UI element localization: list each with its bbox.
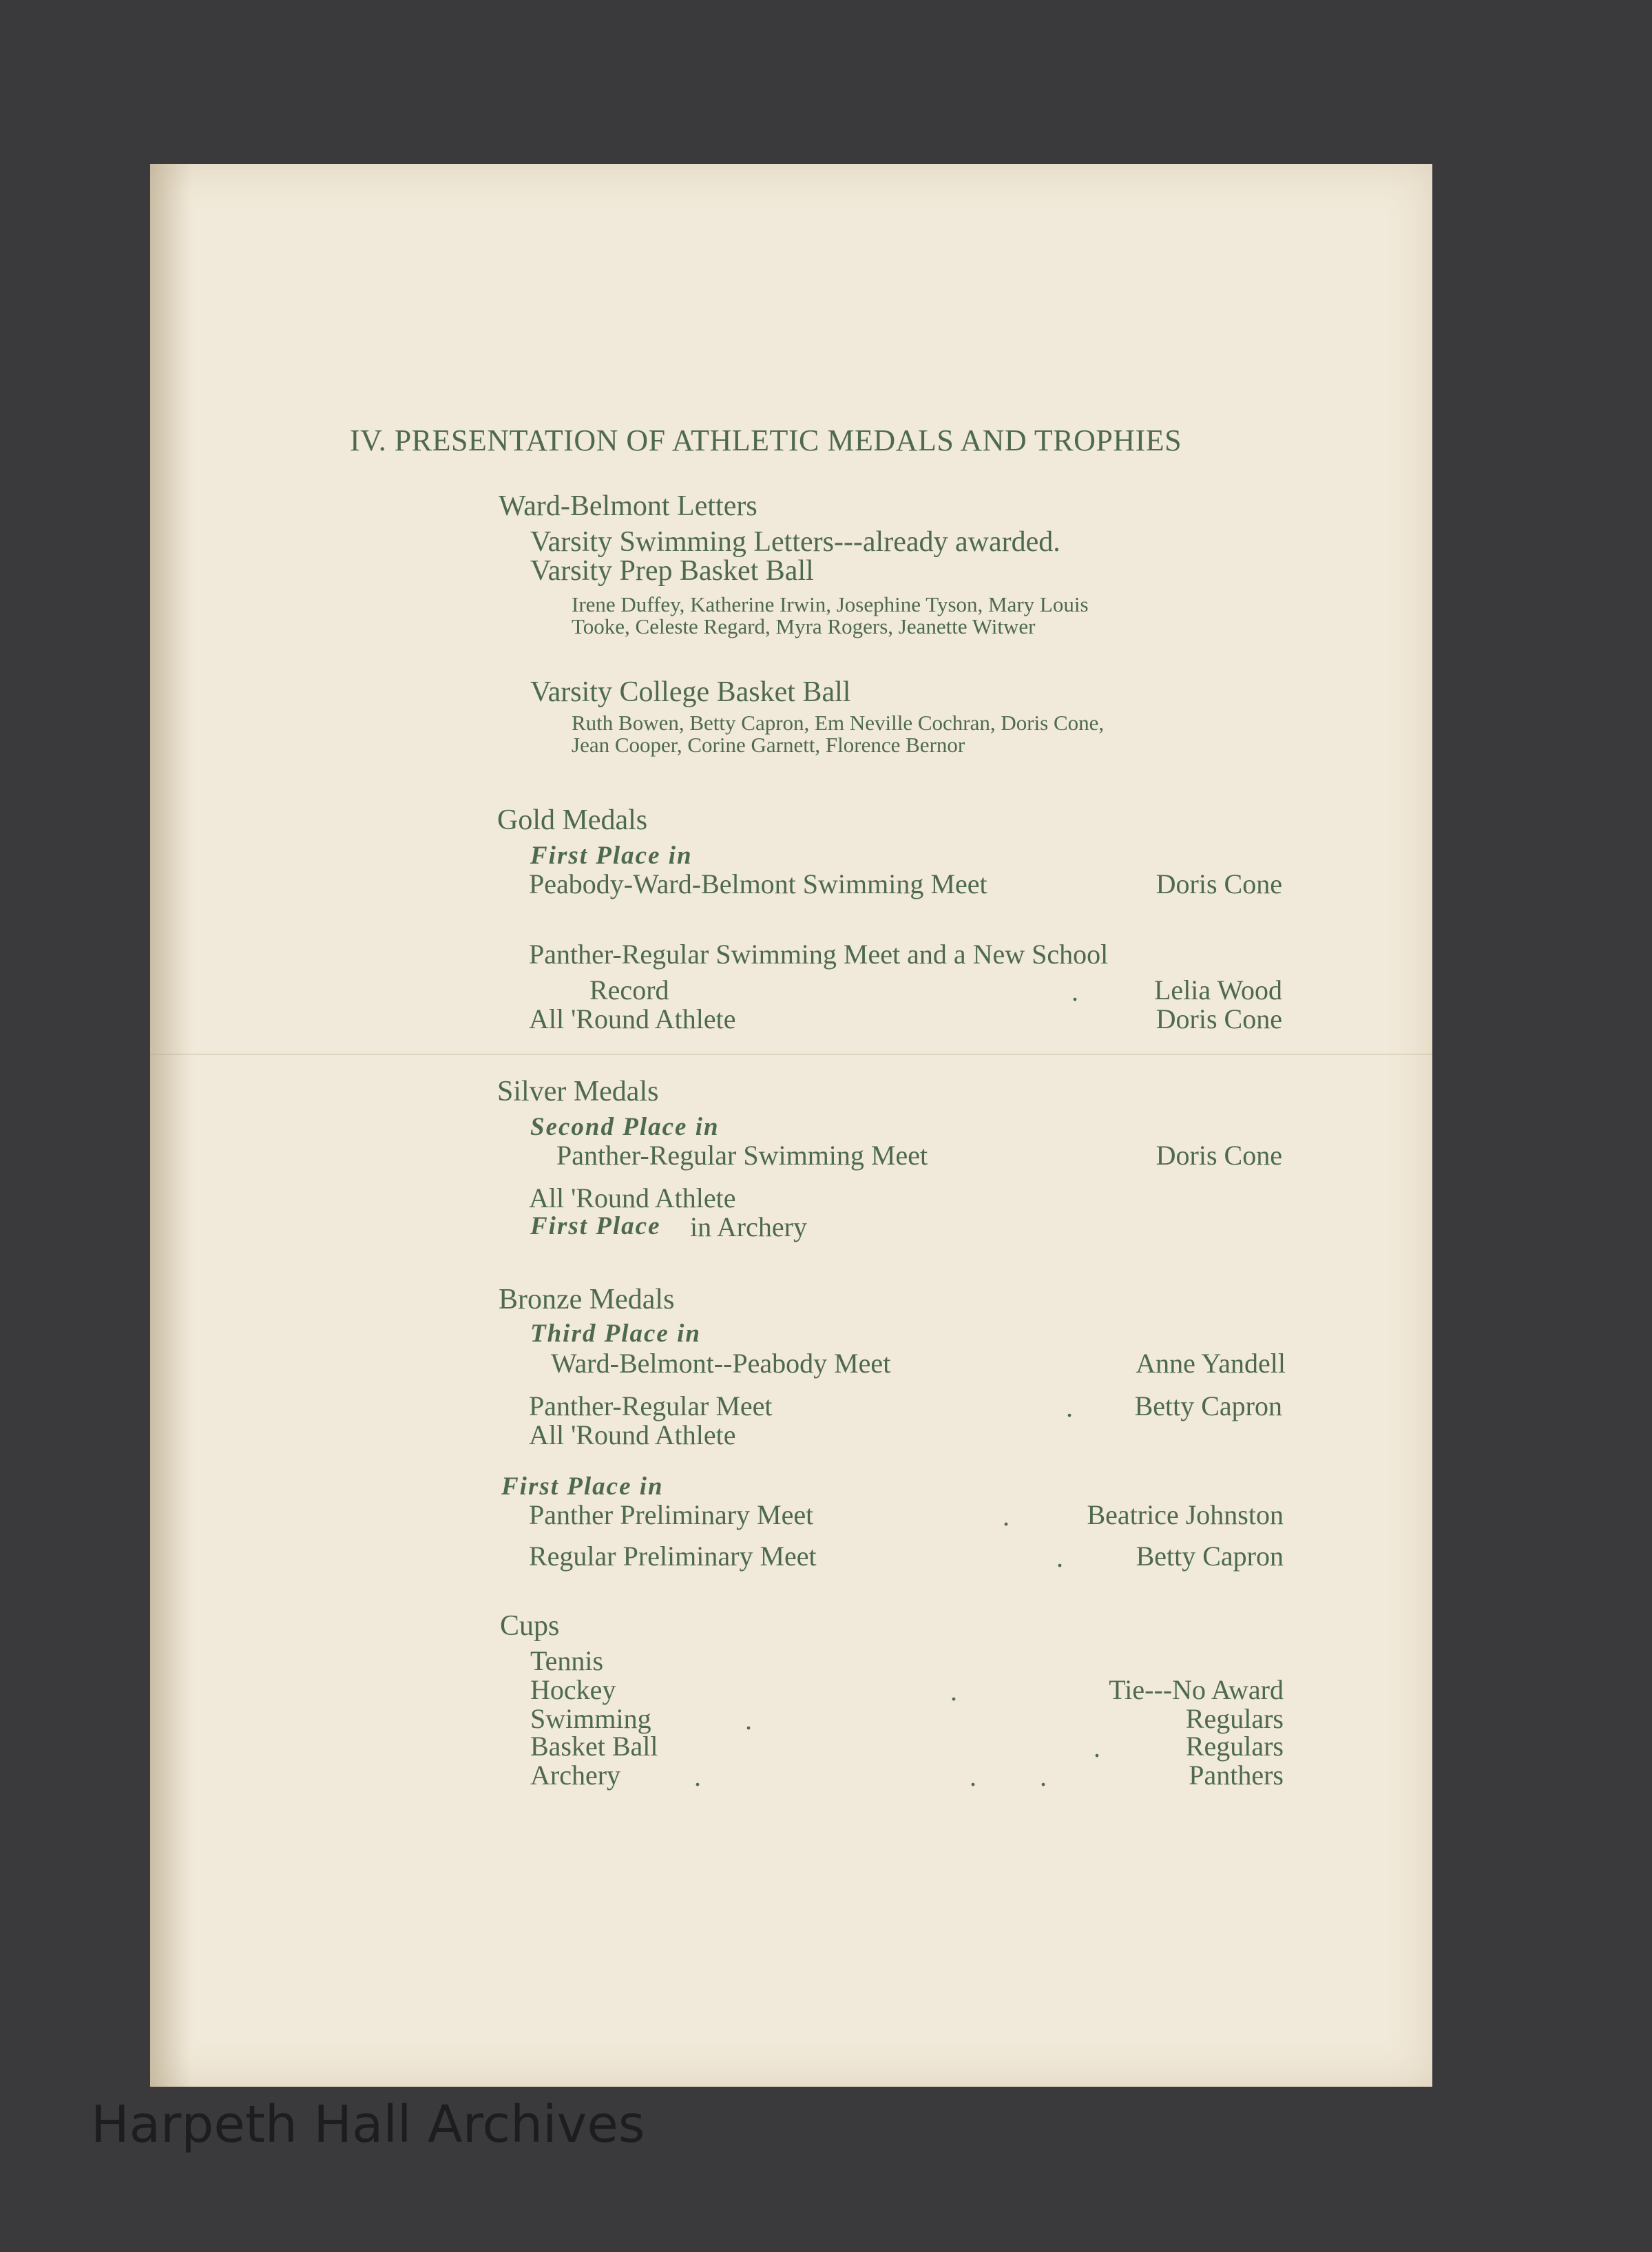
cup-winner-basket-ball: Regulars — [1185, 1731, 1284, 1762]
bronze-event-2: Panther-Regular Meet — [529, 1390, 773, 1421]
silver-event-2: All 'Round Athlete — [529, 1182, 736, 1213]
leader-dot: . — [1040, 1761, 1047, 1792]
bronze-first-place: First Place in — [501, 1472, 664, 1501]
cup-winner-archery: Panthers — [1189, 1760, 1284, 1791]
bronze-event-4: Panther Preliminary Meet — [529, 1499, 814, 1530]
letters-college-title: Varsity College Basket Ball — [530, 676, 851, 708]
bronze-title: Bronze Medals — [499, 1284, 675, 1315]
archive-watermark: Harpeth Hall Archives — [91, 2095, 645, 2154]
gold-event-1: Peabody-Ward-Belmont Swimming Meet — [529, 868, 987, 899]
gold-event-2: Panther-Regular Swimming Meet and a New School — [529, 939, 1109, 970]
silver-second-place: Second Place in — [530, 1113, 720, 1141]
college-names-line-2: Jean Cooper, Corine Garnett, Florence Bernor — [572, 733, 965, 757]
silver-title: Silver Medals — [497, 1076, 659, 1107]
gold-winner-3: Doris Cone — [1156, 1003, 1282, 1034]
silver-archery: in Archery — [690, 1211, 807, 1242]
cup-winner-hockey: Tie---No Award — [1109, 1674, 1284, 1705]
section-heading: IV. PRESENTATION OF ATHLETIC MEDALS AND TROPHIES — [350, 424, 1182, 457]
leader-dot: . — [1056, 1542, 1063, 1573]
leader-dot: . — [1071, 976, 1078, 1007]
bronze-winner-5: Betty Capron — [1136, 1541, 1284, 1572]
gold-winner-1: Doris Cone — [1156, 868, 1282, 899]
gold-event-3: All 'Round Athlete — [529, 1003, 736, 1034]
silver-event-1: Panther-Regular Swimming Meet — [556, 1140, 928, 1171]
cup-winner-swimming: Regulars — [1185, 1703, 1284, 1734]
leader-dot: . — [950, 1676, 957, 1707]
bronze-winner-4: Beatrice Johnston — [1087, 1499, 1284, 1530]
gold-winner-2: Lelia Wood — [1154, 974, 1282, 1005]
bronze-event-3: All 'Round Athlete — [529, 1419, 736, 1450]
leader-dot: . — [1003, 1501, 1010, 1532]
leader-dot: . — [745, 1704, 752, 1735]
prep-names-line-2: Tooke, Celeste Regard, Myra Rogers, Jeanette Witwer — [572, 614, 1036, 638]
bronze-event-5: Regular Preliminary Meet — [529, 1541, 817, 1572]
leader-dot: . — [1094, 1732, 1100, 1763]
silver-first-place: First Place — [530, 1212, 661, 1240]
cup-archery: Archery — [530, 1760, 621, 1791]
leader-dot: . — [970, 1761, 976, 1792]
paper-fold-line — [150, 1054, 1432, 1055]
college-names-line-1: Ruth Bowen, Betty Capron, Em Neville Cochran, Doris Cone, — [572, 711, 1105, 735]
leader-dot: . — [1066, 1392, 1073, 1423]
prep-names-line-1: Irene Duffey, Katherine Irwin, Josephine Tyson, Mary Louis — [572, 592, 1089, 616]
bronze-third-place: Third Place in — [530, 1320, 701, 1348]
gold-first-place: First Place in — [530, 842, 693, 870]
bronze-event-1: Ward-Belmont--Peabody Meet — [551, 1348, 891, 1379]
bronze-winner-1: Anne Yandell — [1136, 1348, 1286, 1379]
cup-tennis: Tennis — [530, 1645, 604, 1676]
cup-swimming: Swimming — [530, 1703, 651, 1734]
letters-prep-title: Varsity Prep Basket Ball — [530, 555, 814, 587]
gold-event-2-record: Record — [589, 974, 669, 1005]
cup-basket-ball: Basket Ball — [530, 1731, 658, 1762]
letters-swimming: Varsity Swimming Letters---already awarded. — [530, 526, 1060, 558]
letters-title: Ward-Belmont Letters — [499, 490, 757, 522]
cups-title: Cups — [500, 1610, 560, 1642]
cup-hockey: Hockey — [530, 1674, 616, 1705]
bronze-winner-2: Betty Capron — [1134, 1390, 1282, 1421]
gold-title: Gold Medals — [497, 804, 648, 836]
silver-winner-1: Doris Cone — [1156, 1140, 1282, 1171]
leader-dot: . — [694, 1761, 701, 1792]
